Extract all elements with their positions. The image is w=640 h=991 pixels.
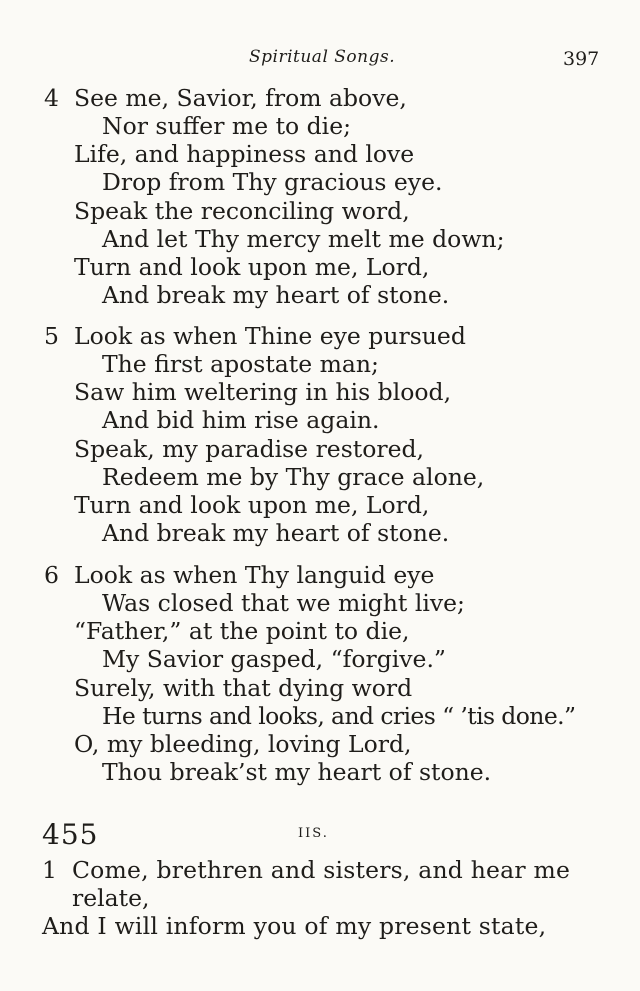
stanza-number: 4: [44, 84, 59, 112]
verse-line: My Savior gasped, “forgive.”: [102, 645, 446, 673]
verse-line: And break my heart of stone.: [102, 519, 450, 547]
stanza-number: 6: [44, 561, 59, 589]
verse-line: relate,: [72, 884, 150, 912]
verse-line: Was closed that we might live;: [102, 589, 465, 617]
verse-line: Surely, with that dying word: [74, 674, 413, 702]
meter-label: IIS.: [298, 826, 329, 841]
verse-line: “Father,” at the point to die,: [74, 617, 410, 645]
verse-line: See me, Savior, from above,: [74, 84, 407, 112]
verse-line: Speak the reconciling word,: [74, 197, 410, 225]
verse-line: He turns and looks, and cries “ ’tis done.”: [102, 702, 576, 730]
verse-line: Life, and happiness and love: [74, 140, 415, 168]
verse-line: Come, brethren and sisters, and hear me: [72, 856, 571, 884]
verse-line: The first apostate man;: [102, 350, 379, 378]
verse-line: O, my bleeding, loving Lord,: [74, 730, 412, 758]
verse-line: Thou break’st my heart of stone.: [102, 758, 492, 786]
verse-line: Look as when Thine eye pursued: [74, 322, 466, 350]
verse-line: Saw him weltering in his blood,: [74, 378, 452, 406]
verse-line: Nor suffer me to die;: [102, 112, 352, 140]
verse-line: Speak, my paradise restored,: [74, 435, 425, 463]
page-number: 397: [563, 48, 600, 70]
verse-line: And break my heart of stone.: [102, 281, 450, 309]
verse-line: Turn and look upon me, Lord,: [74, 253, 430, 281]
running-header: Spiritual Songs.: [249, 47, 396, 67]
verse-line: Drop from Thy gracious eye.: [102, 168, 443, 196]
stanza-number: 1: [42, 856, 57, 884]
verse-line: And I will inform you of my present state,: [42, 912, 547, 940]
verse-line: Turn and look upon me, Lord,: [74, 491, 430, 519]
hymn-number: 455: [42, 818, 99, 851]
verse-line: And let Thy mercy melt me down;: [102, 225, 505, 253]
verse-line: Look as when Thy languid eye: [74, 561, 435, 589]
verse-line: Redeem me by Thy grace alone,: [102, 463, 485, 491]
stanza-number: 5: [44, 322, 59, 350]
verse-line: And bid him rise again.: [102, 406, 380, 434]
